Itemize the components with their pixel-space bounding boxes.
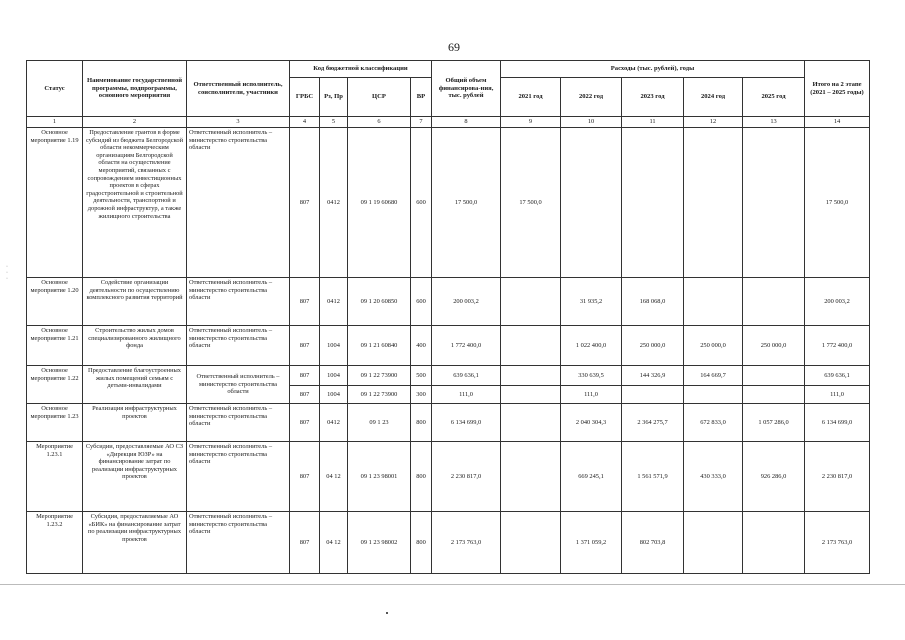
scan-speck — [386, 612, 388, 614]
column-number: 13 — [743, 117, 805, 128]
row-status: Основное мероприятие 1.23 — [27, 404, 83, 442]
row-status: Основное мероприятие 1.20 — [27, 278, 83, 326]
cell-2024 — [684, 128, 743, 278]
cell-2021: 17 500,0 — [501, 128, 561, 278]
column-number: 10 — [561, 117, 622, 128]
row-name: Субсидия, предоставляемые АО «БИК» на финансирование затрат по реализации инфраструктурных проектов — [83, 512, 187, 574]
row-executor: Ответственный исполнитель – министерство строительства области — [187, 278, 290, 326]
cell-2025 — [743, 386, 805, 404]
cell-csr: 09 1 20 60850 — [348, 278, 411, 326]
cell-grbs: 807 — [290, 326, 320, 366]
cell-csr: 09 1 23 98002 — [348, 512, 411, 574]
table-row — [27, 128, 870, 278]
cell-2025 — [743, 366, 805, 386]
cell-grbs: 807 — [290, 366, 320, 386]
row-name: Предоставление грантов в форме субсидий из бюджета Белгородской области некоммерческим организациям Белгородской области на осуществление мероприятий, связанных с сопровождением инвестиционных проектов в сферах градостроительной и строительной деятельности, транспортной и дорожной инфраструктур, а также жилищного строительства — [83, 128, 187, 278]
header-2023: 2023 год — [622, 78, 684, 117]
row-status: Мероприятие 1.23.1 — [27, 442, 83, 512]
page-edge-line — [0, 584, 905, 585]
cell-2022: 1 371 059,2 — [561, 512, 622, 574]
cell-csr: 09 1 21 60840 — [348, 326, 411, 366]
cell-2024: 250 000,0 — [684, 326, 743, 366]
header-vr: ВР — [411, 78, 432, 117]
cell-2025: 1 057 286,0 — [743, 404, 805, 442]
cell-2023: 168 068,0 — [622, 278, 684, 326]
row-executor: Ответственный исполнитель – министерство строительства области — [187, 326, 290, 366]
cell-vr: 800 — [411, 404, 432, 442]
table-row — [27, 278, 870, 326]
cell-vr: 500 — [411, 366, 432, 386]
header-2021: 2021 год — [501, 78, 561, 117]
cell-2021 — [501, 278, 561, 326]
cell-total: 2 230 817,0 — [432, 442, 501, 512]
cell-rzpr: 04 12 — [320, 442, 348, 512]
cell-2022: 31 935,2 — [561, 278, 622, 326]
cell-total: 111,0 — [432, 386, 501, 404]
budget-table — [26, 60, 870, 574]
row-status: Мероприятие 1.23.2 — [27, 512, 83, 574]
cell-2021 — [501, 404, 561, 442]
cell-2021 — [501, 512, 561, 574]
column-number: 11 — [622, 117, 684, 128]
column-number-row — [27, 117, 870, 128]
cell-csr: 09 1 23 — [348, 404, 411, 442]
cell-grbs: 807 — [290, 442, 320, 512]
cell-rzpr: 0412 — [320, 128, 348, 278]
cell-2025: 926 286,0 — [743, 442, 805, 512]
margin-mark: · · · — [6, 264, 8, 282]
cell-2024 — [684, 386, 743, 404]
table-row — [27, 366, 870, 386]
row-status: Основное мероприятие 1.19 — [27, 128, 83, 278]
cell-rzpr: 04 12 — [320, 512, 348, 574]
header-grbs: ГРБС — [290, 78, 320, 117]
cell-total: 2 173 763,0 — [432, 512, 501, 574]
header-2022: 2022 год — [561, 78, 622, 117]
column-number: 5 — [320, 117, 348, 128]
cell-2021 — [501, 326, 561, 366]
row-executor: Ответственный исполнитель – министерство строительства области — [187, 442, 290, 512]
cell-2022: 2 040 304,3 — [561, 404, 622, 442]
cell-vr: 600 — [411, 278, 432, 326]
cell-2021 — [501, 386, 561, 404]
cell-2024: 430 333,0 — [684, 442, 743, 512]
row-executor: Ответственный исполнитель – министерство строительства области — [187, 512, 290, 574]
cell-2024 — [684, 278, 743, 326]
cell-grbs: 807 — [290, 512, 320, 574]
cell-grbs: 807 — [290, 128, 320, 278]
header-status: Статус — [27, 61, 83, 117]
cell-2025: 250 000,0 — [743, 326, 805, 366]
cell-rzpr: 1004 — [320, 326, 348, 366]
cell-total: 1 772 400,0 — [432, 326, 501, 366]
cell-stage-total: 6 134 699,0 — [805, 404, 870, 442]
cell-total: 639 636,1 — [432, 366, 501, 386]
row-executor: Ответственный исполнитель – министерство строительства области — [187, 366, 290, 404]
cell-grbs: 807 — [290, 404, 320, 442]
cell-grbs: 807 — [290, 386, 320, 404]
cell-vr: 800 — [411, 442, 432, 512]
cell-csr: 09 1 23 98001 — [348, 442, 411, 512]
column-number: 9 — [501, 117, 561, 128]
header-2024: 2024 год — [684, 78, 743, 117]
row-name: Реализация инфраструктурных проектов — [83, 404, 187, 442]
column-number: 6 — [348, 117, 411, 128]
cell-2022: 111,0 — [561, 386, 622, 404]
column-number: 1 — [27, 117, 83, 128]
cell-2022: 669 245,1 — [561, 442, 622, 512]
cell-2021 — [501, 442, 561, 512]
cell-rzpr: 0412 — [320, 404, 348, 442]
cell-2024: 672 833,0 — [684, 404, 743, 442]
column-number: 2 — [83, 117, 187, 128]
cell-2025 — [743, 128, 805, 278]
table-row — [27, 404, 870, 442]
cell-2021 — [501, 366, 561, 386]
cell-2022 — [561, 128, 622, 278]
cell-stage-total: 111,0 — [805, 386, 870, 404]
header-csr: ЦСР — [348, 78, 411, 117]
cell-stage-total: 1 772 400,0 — [805, 326, 870, 366]
cell-vr: 600 — [411, 128, 432, 278]
cell-total: 17 500,0 — [432, 128, 501, 278]
cell-2022: 330 639,5 — [561, 366, 622, 386]
cell-grbs: 807 — [290, 278, 320, 326]
row-status: Основное мероприятие 1.21 — [27, 326, 83, 366]
cell-2023: 144 326,9 — [622, 366, 684, 386]
cell-vr: 800 — [411, 512, 432, 574]
cell-stage-total: 639 636,1 — [805, 366, 870, 386]
column-number: 14 — [805, 117, 870, 128]
column-number: 3 — [187, 117, 290, 128]
column-number: 8 — [432, 117, 501, 128]
row-status: Основное мероприятие 1.22 — [27, 366, 83, 404]
header-expenses: Расходы (тыс. рублей), годы — [501, 61, 805, 78]
cell-2025 — [743, 278, 805, 326]
row-executor: Ответственный исполнитель – министерство строительства области — [187, 404, 290, 442]
header-total-volume: Общий объем финансирова-ния, тыс. рублей — [432, 61, 501, 117]
cell-2024: 164 669,7 — [684, 366, 743, 386]
cell-stage-total: 17 500,0 — [805, 128, 870, 278]
cell-stage-total: 2 173 763,0 — [805, 512, 870, 574]
header-budget-code: Код бюджетной классификации — [290, 61, 432, 78]
column-number: 12 — [684, 117, 743, 128]
cell-csr: 09 1 19 60680 — [348, 128, 411, 278]
cell-vr: 300 — [411, 386, 432, 404]
cell-2023: 2 364 275,7 — [622, 404, 684, 442]
header-stage-total: Итого на 2 этапе (2021 – 2025 годы) — [805, 61, 870, 117]
table-row — [27, 326, 870, 366]
row-name: Строительство жилых домов специализированного жилищного фонда — [83, 326, 187, 366]
table-row — [27, 442, 870, 512]
cell-2024 — [684, 512, 743, 574]
page-number: 69 — [448, 40, 460, 54]
column-number: 4 — [290, 117, 320, 128]
cell-2023: 250 000,0 — [622, 326, 684, 366]
cell-2023 — [622, 128, 684, 278]
row-name: Содействие организации деятельности по осуществлению комплексного развития территорий — [83, 278, 187, 326]
row-name: Субсидии, предоставляемые АО СЗ «Дирекция ЮЗР» на финансирование затрат по реализации инфраструктурных проектов — [83, 442, 187, 512]
table-row — [27, 512, 870, 574]
cell-2025 — [743, 512, 805, 574]
cell-2023: 1 561 571,9 — [622, 442, 684, 512]
cell-2023 — [622, 386, 684, 404]
row-executor: Ответственный исполнитель – министерство строительства области — [187, 128, 290, 278]
cell-total: 6 134 699,0 — [432, 404, 501, 442]
cell-2023: 802 703,8 — [622, 512, 684, 574]
row-name: Предоставление благоустроенных жилых помещений семьям с детьми-инвалидами — [83, 366, 187, 404]
cell-stage-total: 2 230 817,0 — [805, 442, 870, 512]
cell-vr: 400 — [411, 326, 432, 366]
cell-stage-total: 200 003,2 — [805, 278, 870, 326]
header-rzpr: Рз, Пр — [320, 78, 348, 117]
header-executor: Ответственный исполнитель, соисполнители, участники — [187, 61, 290, 117]
cell-rzpr: 0412 — [320, 278, 348, 326]
cell-total: 200 003,2 — [432, 278, 501, 326]
cell-rzpr: 1004 — [320, 386, 348, 404]
column-number: 7 — [411, 117, 432, 128]
cell-csr: 09 1 22 73900 — [348, 366, 411, 386]
cell-csr: 09 1 22 73900 — [348, 386, 411, 404]
cell-rzpr: 1004 — [320, 366, 348, 386]
cell-2022: 1 022 400,0 — [561, 326, 622, 366]
header-name: Наименование государственной программы, подпрограммы, основного мероприятия — [83, 61, 187, 117]
header-2025: 2025 год — [743, 78, 805, 117]
